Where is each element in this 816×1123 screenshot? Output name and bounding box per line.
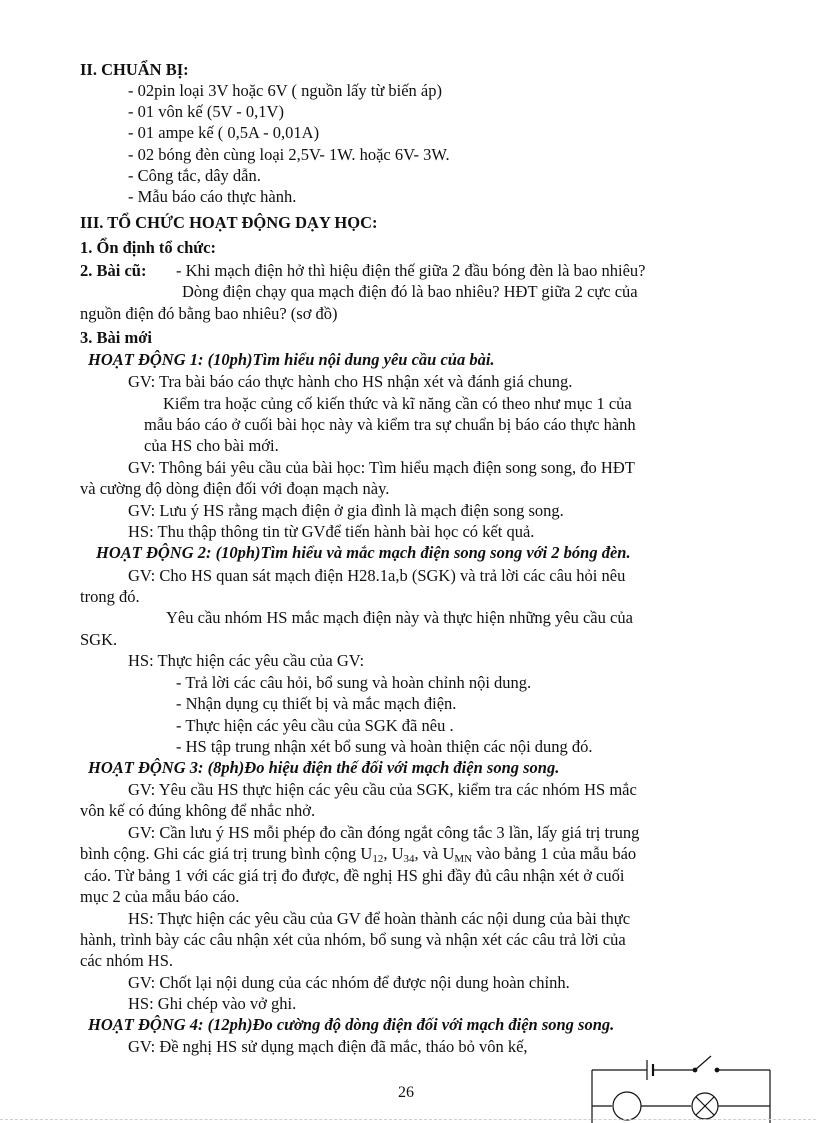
text-line-voltages [80, 844, 636, 864]
activity-title-1: HOẠT ĐỘNG 1: (10ph)Tìm hiểu nội dung yêu cầu của bài. [88, 350, 495, 369]
text-line: HS: Thực hiện các yêu cầu của GV để hoàn thành các nội dung của bài thực [128, 909, 631, 928]
circuit-diagram [585, 1048, 785, 1123]
subheading-on-dinh: 1. Ổn định tổ chức: [80, 238, 216, 257]
text-fragment: , U [383, 844, 404, 863]
text-line: cáo. Từ bảng 1 với các giá trị đo được, đề nghị HS ghi đầy đủ câu nhận xét ở cuối [84, 866, 625, 885]
list-item: - 02pin loại 3V hoặc 6V ( nguồn lấy từ biến áp) [128, 81, 442, 100]
text-line: HS: Thu thập thông tin từ GVđể tiến hành bài học có kết quả. [128, 522, 535, 541]
text-line: - Khi mạch điện hở thì hiệu điện thế giữa 2 đầu bóng đèn là bao nhiêu? [176, 261, 646, 280]
text-line: Kiểm tra hoặc củng cố kiến thức và kĩ năng cần có theo như mục 1 của [163, 394, 632, 413]
text-line: SGK. [80, 630, 118, 649]
text-line: GV: Lưu ý HS rằng mạch điện ở gia đình là mạch điện song song. [128, 501, 564, 520]
text-line: các nhóm HS. [80, 951, 174, 970]
text-line: HS: Ghi chép vào vở ghi. [128, 994, 297, 1013]
list-item: - Mẫu báo cáo thực hành. [128, 187, 297, 206]
text-line: Dòng điện chạy qua mạch điện đó là bao nhiêu? HĐT giữa 2 cực của [182, 282, 638, 301]
text-line: GV: Chốt lại nội dung của các nhóm để được nội dung hoàn chỉnh. [128, 973, 570, 992]
text-line: GV: Yêu cầu HS thực hiện các yêu cầu của SGK, kiểm tra các nhóm HS mắc [128, 780, 637, 799]
text-line: GV: Thông bái yêu cầu của bài học: Tìm hiểu mạch điện song song, đo HĐT [128, 458, 635, 477]
text-fragment: vào bảng 1 của mẫu báo [472, 844, 637, 863]
text-line: HS: Thực hiện các yêu cầu của GV: [128, 651, 365, 670]
text-fragment: , và U [414, 844, 455, 863]
text-line: mẫu báo cáo ở cuối bài học này và kiểm tra sự chuẩn bị báo cáo thực hành [144, 415, 636, 434]
activity-title-2: HOẠT ĐỘNG 2: (10ph)Tìm hiểu và mắc mạch điện song song với 2 bóng đèn. [96, 543, 631, 562]
text-line: GV: Cho HS quan sát mạch điện H28.1a,b (SGK) và trả lời các câu hỏi nêu [128, 566, 626, 585]
list-item: - Trả lời các câu hỏi, bổ sung và hoàn chỉnh nội dung. [176, 673, 532, 692]
text-line: hành, trình bày các câu nhận xét của nhóm, bổ sung và nhận xét các câu trả lời của [80, 930, 626, 949]
subscript: 34 [403, 853, 415, 865]
text-fragment: bình cộng. Ghi các giá trị trung bình cộng U [80, 844, 373, 863]
activity-title-3: HOẠT ĐỘNG 3: (8ph)Đo hiệu điện thế đối với mạch điện song song. [88, 758, 560, 777]
list-item: - Thực hiện các yêu cầu của SGK đã nêu . [176, 716, 454, 735]
text-line: trong đó. [80, 587, 140, 606]
text-line: nguồn điện đó bằng bao nhiêu? (sơ đồ) [80, 304, 338, 323]
text-line: GV: Cần lưu ý HS mỗi phép đo cần đóng ngắt công tắc 3 lần, lấy giá trị trung [128, 823, 640, 842]
list-item: - 01 ampe kế ( 0,5A - 0,01A) [128, 123, 320, 142]
subscript: MN [454, 853, 473, 865]
list-item: - Công tắc, dây dẫn. [128, 166, 261, 185]
subscript: 12 [372, 853, 384, 865]
page-bottom-divider [0, 1119, 816, 1120]
section-heading-chuan-bi: II. CHUẨN BỊ: [80, 60, 189, 79]
subheading-bai-cu: 2. Bài cũ: [80, 261, 147, 280]
text-line: GV: Tra bài báo cáo thực hành cho HS nhận xét và đánh giá chung. [128, 372, 573, 391]
list-item: - Nhận dụng cụ thiết bị và mắc mạch điện. [176, 694, 457, 713]
switch-lever-icon [695, 1056, 711, 1070]
text-line: của HS cho bài mới. [144, 436, 279, 455]
text-line: vôn kế có đúng không để nhắc nhở. [80, 801, 316, 820]
subheading-bai-moi: 3. Bài mới [80, 328, 152, 347]
text-line: và cường độ dòng điện đối với đoạn mạch này. [80, 479, 390, 498]
page-number: 26 [398, 1084, 414, 1101]
list-item: - 01 vôn kế (5V - 0,1V) [128, 102, 284, 121]
list-item: - HS tập trung nhận xét bổ sung và hoàn thiện các nội dung đó. [176, 737, 593, 756]
text-line: Yêu cầu nhóm HS mắc mạch điện này và thực hiện những yêu cầu của [166, 608, 633, 627]
section-heading-to-chuc: III. TỔ CHỨC HOẠT ĐỘNG DẠY HỌC: [80, 213, 378, 232]
text-line: mục 2 của mẫu báo cáo. [80, 887, 240, 906]
text-line: GV: Đề nghị HS sử dụng mạch điện đã mắc, tháo bỏ vôn kế, [128, 1037, 528, 1056]
activity-title-4: HOẠT ĐỘNG 4: (12ph)Đo cường độ dòng điện đối với mạch điện song song. [88, 1015, 615, 1034]
list-item: - 02 bóng đèn cùng loại 2,5V- 1W. hoặc 6V- 3W. [128, 145, 450, 164]
ammeter-icon [613, 1092, 641, 1120]
